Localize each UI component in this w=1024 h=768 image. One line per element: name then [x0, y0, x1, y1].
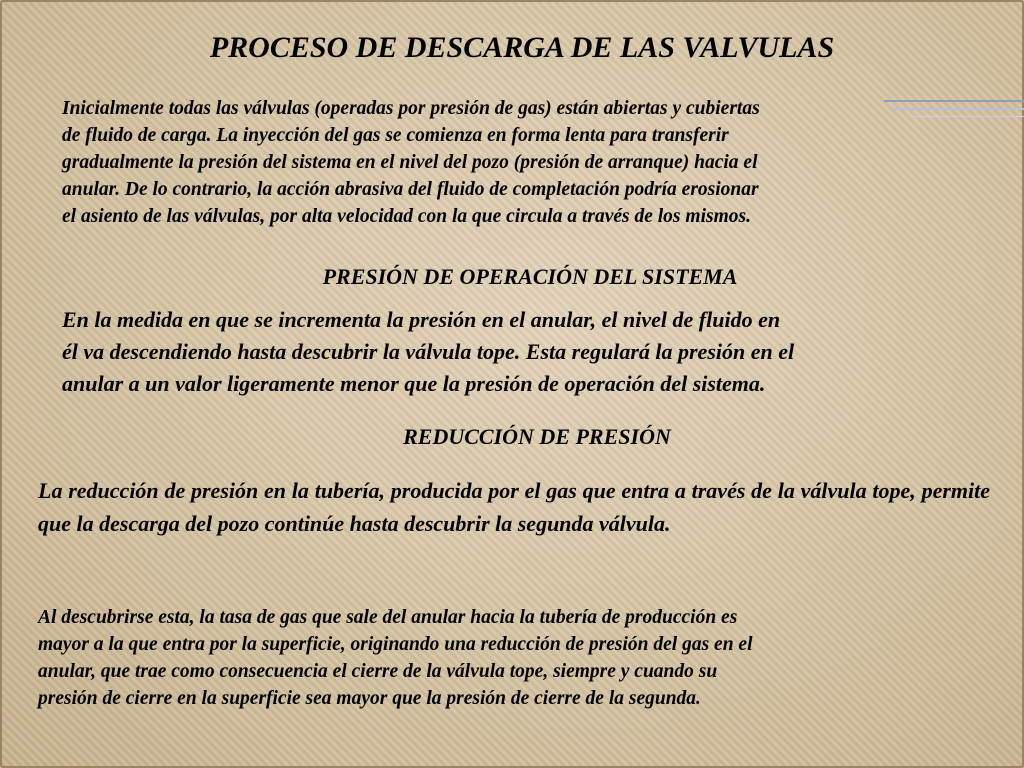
text-line: En la medida en que se incrementa la presión en el anular, el nivel de fluido en [62, 307, 781, 332]
valve-closing-paragraph [38, 604, 998, 712]
text-line: anular, que trae como consecuencia el cierre de la válvula tope, siempre y cuando su [38, 661, 718, 682]
slide-title: PROCESO DE DESCARGA DE LAS VALVULAS [209, 31, 835, 64]
operating-pressure-paragraph [62, 304, 1012, 400]
text-line: presión de cierre en la superficie sea mayor que la presión de cierre de la segunda. [38, 688, 701, 709]
text-line: mayor a la que entra por la superficie, originando una reducción de presión del gas en el [38, 634, 753, 655]
section-heading-operating-pressure: PRESIÓN DE OPERACIÓN DEL SISTEMA [322, 264, 738, 289]
text-line: gradualmente la presión del sistema en el nivel del pozo (presión de arranque) hacia el [62, 152, 758, 173]
text-line: Inicialmente todas las válvulas (operadas por presión de gas) están abiertas y cubiertas [62, 98, 760, 119]
text-line: anular a un valor ligeramente menor que la presión de operación del sistema. [62, 371, 766, 396]
text-line: él va descendiendo hasta descubrir la válvula tope. Esta regulará la presión en el [62, 339, 795, 364]
intro-paragraph [62, 95, 997, 230]
text-line: Al descubrirse esta, la tasa de gas que sale del anular hacia la tubería de producción es [38, 607, 738, 628]
pressure-reduction-paragraph: La reducción de presión en la tubería, producida por el gas que entra a través de la válvula tope, permite que la descarga del pozo continúe hasta descubrir la segunda válvula. [38, 478, 990, 536]
text-line: de fluido de carga. La inyección del gas se comienza en forma lenta para transferir [62, 125, 729, 146]
text-line: anular. De lo contrario, la acción abrasiva del fluido de completación podría erosionar [62, 179, 759, 200]
text-line: el asiento de las válvulas, por alta velocidad con la que circula a través de los mismos. [62, 206, 751, 227]
section-heading-pressure-reduction: REDUCCIÓN DE PRESIÓN [403, 424, 671, 449]
